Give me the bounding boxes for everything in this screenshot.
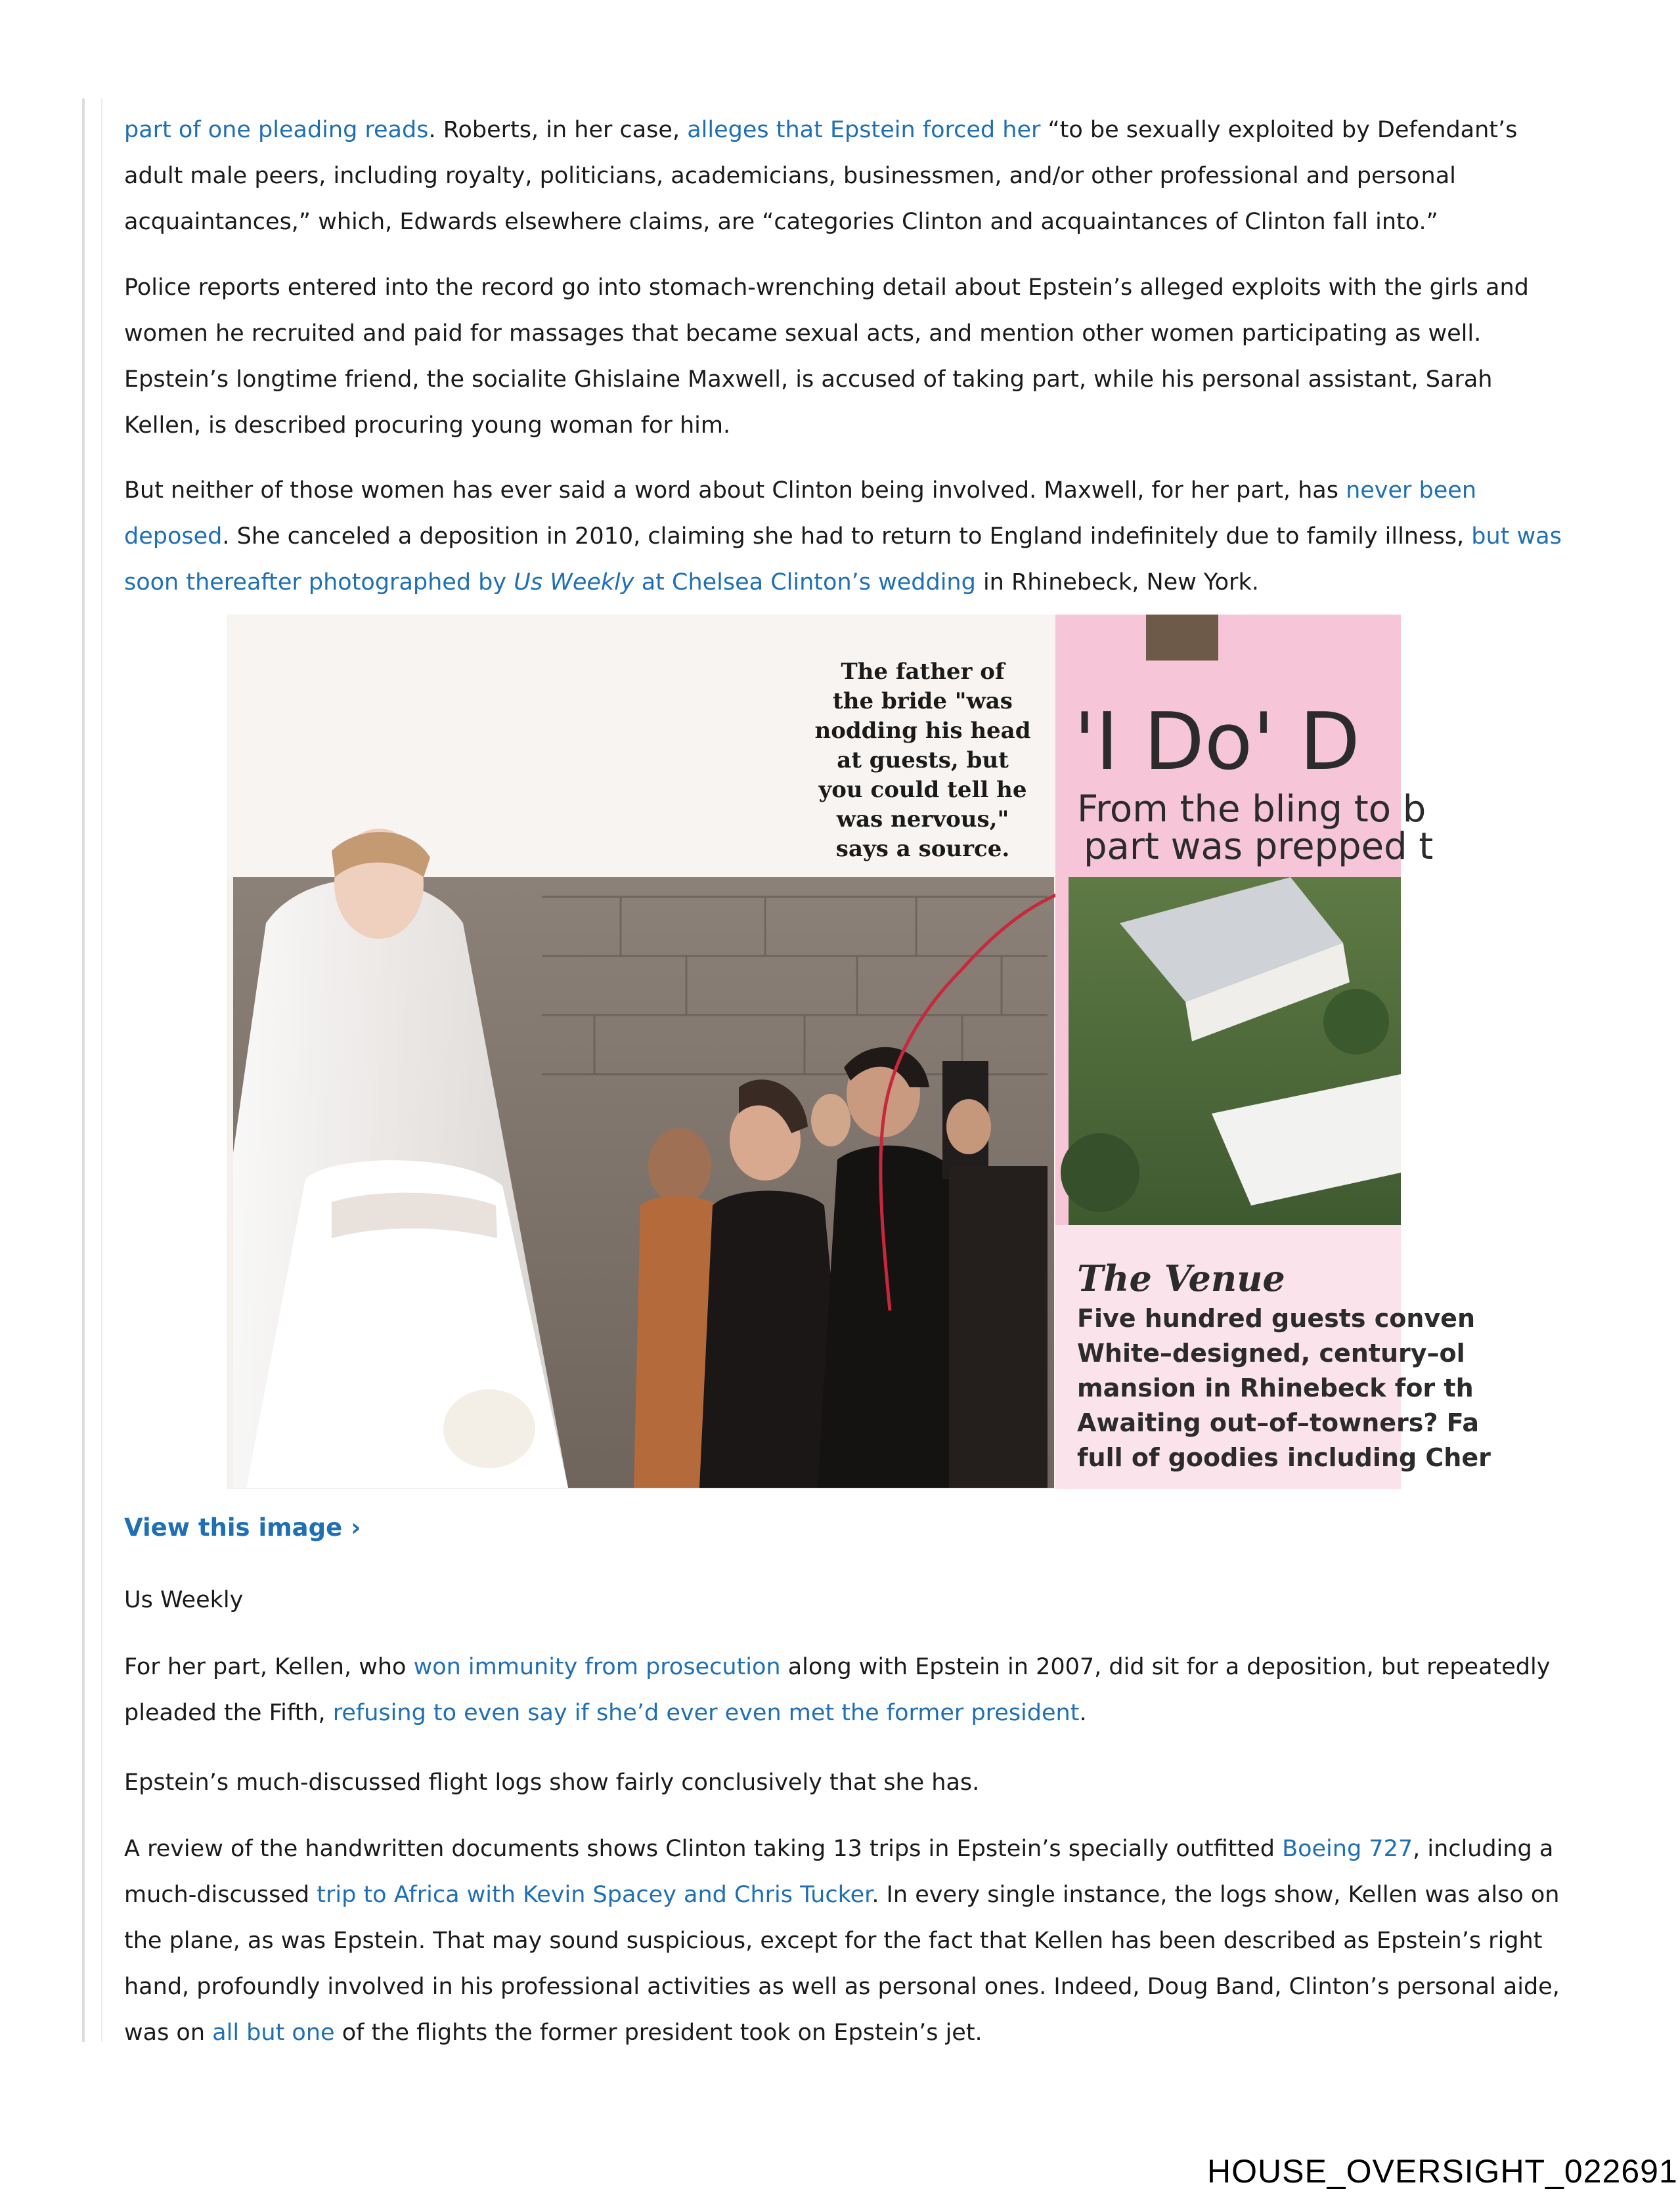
paragraph-4 <box>124 1644 1569 1736</box>
venue-title: The Venue <box>1077 1257 1285 1299</box>
venue-text-line-4: Awaiting out–of–towners? Fa <box>1077 1408 1480 1437</box>
link-photo-part-b: Us Weekly <box>514 569 634 596</box>
pull-quote-line-2: the bride "was <box>833 688 1013 714</box>
venue-text-line-3: mansion in Rhinebeck for th <box>1077 1374 1474 1402</box>
left-margin-rule <box>82 98 85 2042</box>
pull-quote-line-6: was nervous," <box>836 806 1009 833</box>
view-this-image-link[interactable]: View this image › <box>124 1513 361 1542</box>
paragraph-3 <box>124 467 1569 605</box>
link-refusing[interactable]: refusing to even say if she’d ever even met the former president <box>332 1700 1080 1726</box>
paragraph-5-text: Epstein’s much-discussed flight logs show fairly conclusively that she has. <box>124 1769 980 1796</box>
pull-quote-line-7: says a source. <box>835 836 1010 862</box>
paragraph-3-text-a: But neither of those women has ever said a word about Clinton being involved. Maxwell, for her part, has <box>124 477 1346 504</box>
magazine-headline: 'I Do' D <box>1074 697 1360 788</box>
paragraph-4-text-c: . <box>1079 1700 1087 1726</box>
paragraph-2 <box>124 265 1569 448</box>
paragraph-5 <box>124 1760 1569 1806</box>
magazine-clipping-image[interactable] <box>227 615 1491 1489</box>
link-photo-part-a: but was soon thereafter photographed by <box>124 523 1562 596</box>
venue-text-line-2: White–designed, century–ol <box>1077 1339 1465 1368</box>
link-boeing-727[interactable]: Boeing 727 <box>1282 1836 1413 1862</box>
bates-stamp: HOUSE_OVERSIGHT_022691 <box>1207 2153 1678 2190</box>
paragraph-6-text-c: . In every single instance, the logs show, Kellen was also on the plane, as was Epstein. That may sound suspicious, except for the fact that Kellen has been described as Epstein’s right hand, profoundly involved in his professional activities as well as personal ones. Indeed, Doug Band, Clinton’s personal aide, was on <box>124 1882 1560 2046</box>
paragraph-6 <box>124 1826 1569 2056</box>
link-pleading[interactable]: part of one pleading reads <box>124 117 429 143</box>
image-credit: Us Weekly <box>124 1587 244 1613</box>
link-alleges[interactable]: alleges that Epstein forced her <box>687 117 1041 143</box>
paragraph-4-text-a: For her part, Kellen, who <box>124 1654 414 1680</box>
left-margin-rule-inner <box>101 98 102 2042</box>
pull-quote-line-1: The father of <box>841 659 1005 685</box>
link-all-but-one[interactable]: all but one <box>212 2020 335 2046</box>
pull-quote-line-5: you could tell he <box>818 777 1027 803</box>
link-immunity[interactable]: won immunity from prosecution <box>413 1654 781 1680</box>
pull-quote-line-4: at guests, but <box>837 747 1009 773</box>
paragraph-6-text-a: A review of the handwritten documents shows Clinton taking 13 trips in Epstein’s specially outfitted <box>124 1836 1283 1862</box>
magazine-clipping-drawing <box>227 615 1491 1489</box>
link-africa-trip[interactable]: trip to Africa with Kevin Spacey and Chris Tucker <box>317 1882 872 1908</box>
link-photo-part-c: at Chelsea Clinton’s wedding <box>634 569 976 596</box>
paragraph-1-text-a: . Roberts, in her case, <box>428 117 688 143</box>
paragraph-1 <box>124 107 1569 245</box>
pull-quote <box>815 659 1031 862</box>
paragraph-1-text-b: “to be sexually exploited by Defendant’s adult male peers, including royalty, politicians, academicians, businessmen, and/or other professional and personal acquaintances,” which, Edwards elsewhere claims, are “categories Clinton and acquaintances of Clinton fall into.” <box>124 117 1518 235</box>
pull-quote-line-3: nodding his head <box>814 718 1031 744</box>
venue-text-line-1: Five hundred guests conven <box>1077 1304 1475 1333</box>
paragraph-6-text-b: , including a much-discussed <box>124 1836 1554 1908</box>
paragraph-3-text-b: . She canceled a deposition in 2010, claiming she had to return to England indefinitely due to family illness, <box>222 523 1472 550</box>
magazine-dek-line-1: From the bling to b <box>1077 788 1426 831</box>
paragraph-3-text-c: in Rhinebeck, New York. <box>975 569 1259 596</box>
link-never-deposed[interactable]: never been deposed <box>124 477 1477 550</box>
paragraph-4-text-b: along with Epstein in 2007, did sit for a deposition, but repeatedly pleaded the Fifth, <box>124 1654 1551 1726</box>
magazine-dek-line-2: part was prepped t <box>1084 825 1434 868</box>
paragraph-2-text: Police reports entered into the record go into stomach-wrenching detail about Epstein’s alleged exploits with the girls and women he recruited and paid for massages that became sexual acts, and mention other women participating as well. Epstein’s longtime friend, the socialite Ghislaine Maxwell, is accused of taking part, while his personal assistant, Sarah Kellen, is described procuring young woman for him. <box>124 274 1529 439</box>
venue-text-line-5: full of goodies including Cher <box>1077 1443 1491 1472</box>
paragraph-6-text-d: of the flights the former president took on Epstein’s jet. <box>334 2020 983 2046</box>
